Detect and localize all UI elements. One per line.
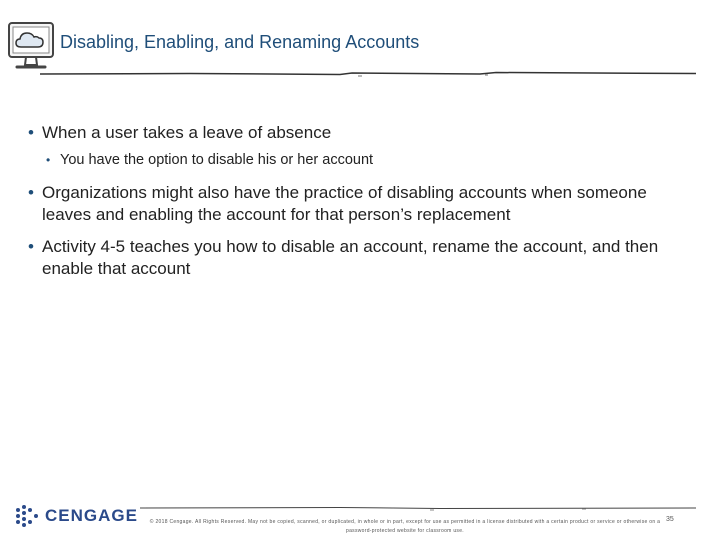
- logo-text: CENGAGE: [45, 506, 138, 525]
- bullet-text: Organizations might also have the practice of disabling accounts when someone leaves and enabling the account for that person’s replacement: [42, 183, 647, 224]
- bullet-item: [26, 182, 686, 226]
- page-number: 35: [666, 516, 674, 523]
- bullet-item: [26, 122, 686, 144]
- title-divider: [40, 68, 696, 80]
- bullet-item: [26, 236, 686, 280]
- bullet-marker: •: [28, 183, 34, 202]
- slide-title: Disabling, Enabling, and Renaming Accounts: [60, 32, 420, 52]
- bullet-text: Activity 4-5 teaches you how to disable an account, rename the account, and then enable that account: [42, 237, 659, 278]
- copyright-notice: © 2018 Cengage. All Rights Reserved. May not be copied, scanned, or duplicated, in whole or in part, except for use as permitted in a license distributed with a certain product or service or otherwise on a password-protected website for classroom use.: [149, 519, 661, 534]
- footer-divider: [140, 504, 696, 512]
- sub-bullet-item: [26, 150, 686, 170]
- bullet-list: [26, 122, 686, 290]
- monitor-cloud-icon: [6, 20, 56, 72]
- cengage-logo-mark-icon: [14, 504, 40, 528]
- cengage-logo: [14, 504, 138, 528]
- sub-bullet-text: You have the option to disable his or her account: [60, 152, 374, 168]
- bullet-marker: •: [28, 123, 34, 142]
- bullet-text: When a user takes a leave of absence: [42, 123, 332, 142]
- sub-bullet-marker: •: [46, 153, 51, 167]
- bullet-marker: •: [28, 237, 34, 256]
